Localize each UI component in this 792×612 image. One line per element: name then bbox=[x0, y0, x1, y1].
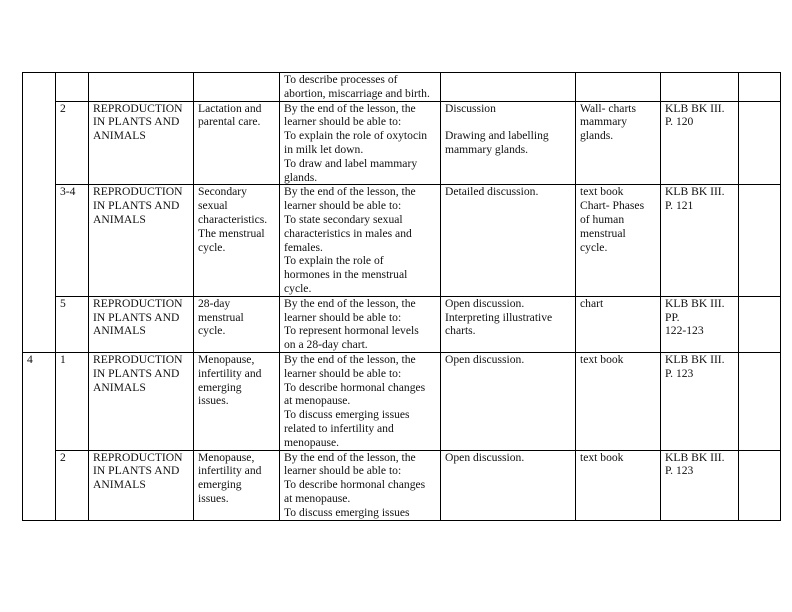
subtopic-cell: Menopause, infertility and emerging issues. bbox=[194, 450, 280, 520]
scheme-of-work-table bbox=[22, 72, 781, 521]
remarks-cell bbox=[739, 296, 781, 352]
lesson-cell: 2 bbox=[56, 101, 89, 185]
lesson-cell: 1 bbox=[56, 352, 89, 450]
objectives-cell: By the end of the lesson, the learner should be able to: To describe hormonal changes at menopause. To discuss emerging issues bbox=[280, 450, 441, 520]
objectives-cell: By the end of the lesson, the learner should be able to: To state secondary sexual characteristics in males and females. To explain the role of hormones in the menstrual cycle. bbox=[280, 185, 441, 296]
table-row bbox=[23, 450, 781, 520]
activities-cell: Detailed discussion. bbox=[441, 185, 576, 296]
week-cell: 4 bbox=[23, 352, 56, 520]
references-cell: KLB BK III. P. 123 bbox=[661, 352, 739, 450]
references-cell: KLB BK III. P. 120 bbox=[661, 101, 739, 185]
lesson-cell: 2 bbox=[56, 450, 89, 520]
table-row bbox=[23, 185, 781, 296]
table-row bbox=[23, 296, 781, 352]
activities-cell: Open discussion. Interpreting illustrative charts. bbox=[441, 296, 576, 352]
resources-cell: chart bbox=[576, 296, 661, 352]
objectives-cell: By the end of the lesson, the learner should be able to: To represent hormonal levels on a 28-day chart. bbox=[280, 296, 441, 352]
table-row bbox=[23, 352, 781, 450]
subtopic-cell bbox=[194, 73, 280, 102]
topic-cell: REPRODUCTION IN PLANTS AND ANIMALS bbox=[89, 101, 194, 185]
references-cell: KLB BK III. PP. 122-123 bbox=[661, 296, 739, 352]
remarks-cell bbox=[739, 450, 781, 520]
topic-cell: REPRODUCTION IN PLANTS AND ANIMALS bbox=[89, 450, 194, 520]
subtopic-cell: Lactation and parental care. bbox=[194, 101, 280, 185]
lesson-cell: 3-4 bbox=[56, 185, 89, 296]
references-cell bbox=[661, 73, 739, 102]
resources-cell: text book bbox=[576, 450, 661, 520]
resources-cell bbox=[576, 73, 661, 102]
objectives-cell: By the end of the lesson, the learner should be able to: To describe hormonal changes at menopause. To discuss emerging issues related to infertility and menopause. bbox=[280, 352, 441, 450]
remarks-cell bbox=[739, 73, 781, 102]
subtopic-cell: Menopause, infertility and emerging issues. bbox=[194, 352, 280, 450]
references-cell: KLB BK III. P. 121 bbox=[661, 185, 739, 296]
activities-cell bbox=[441, 73, 576, 102]
references-cell: KLB BK III. P. 123 bbox=[661, 450, 739, 520]
week-cell bbox=[23, 73, 56, 353]
activities-cell: Discussion Drawing and labelling mammary glands. bbox=[441, 101, 576, 185]
remarks-cell bbox=[739, 185, 781, 296]
remarks-cell bbox=[739, 101, 781, 185]
resources-cell: Wall- charts mammary glands. bbox=[576, 101, 661, 185]
subtopic-cell: Secondary sexual characteristics. The menstrual cycle. bbox=[194, 185, 280, 296]
lesson-cell: 5 bbox=[56, 296, 89, 352]
topic-cell: REPRODUCTION IN PLANTS AND ANIMALS bbox=[89, 296, 194, 352]
subtopic-cell: 28-day menstrual cycle. bbox=[194, 296, 280, 352]
activities-cell: Open discussion. bbox=[441, 352, 576, 450]
objectives-cell: By the end of the lesson, the learner should be able to: To explain the role of oxytocin in milk let down. To draw and label mammary glands. bbox=[280, 101, 441, 185]
table-row bbox=[23, 101, 781, 185]
resources-cell: text book Chart- Phases of human menstrual cycle. bbox=[576, 185, 661, 296]
resources-cell: text book bbox=[576, 352, 661, 450]
table-row bbox=[23, 73, 781, 102]
activities-cell: Open discussion. bbox=[441, 450, 576, 520]
lesson-cell bbox=[56, 73, 89, 102]
objectives-cell: To describe processes of abortion, miscarriage and birth. bbox=[280, 73, 441, 102]
topic-cell bbox=[89, 73, 194, 102]
topic-cell: REPRODUCTION IN PLANTS AND ANIMALS bbox=[89, 185, 194, 296]
topic-cell: REPRODUCTION IN PLANTS AND ANIMALS bbox=[89, 352, 194, 450]
remarks-cell bbox=[739, 352, 781, 450]
